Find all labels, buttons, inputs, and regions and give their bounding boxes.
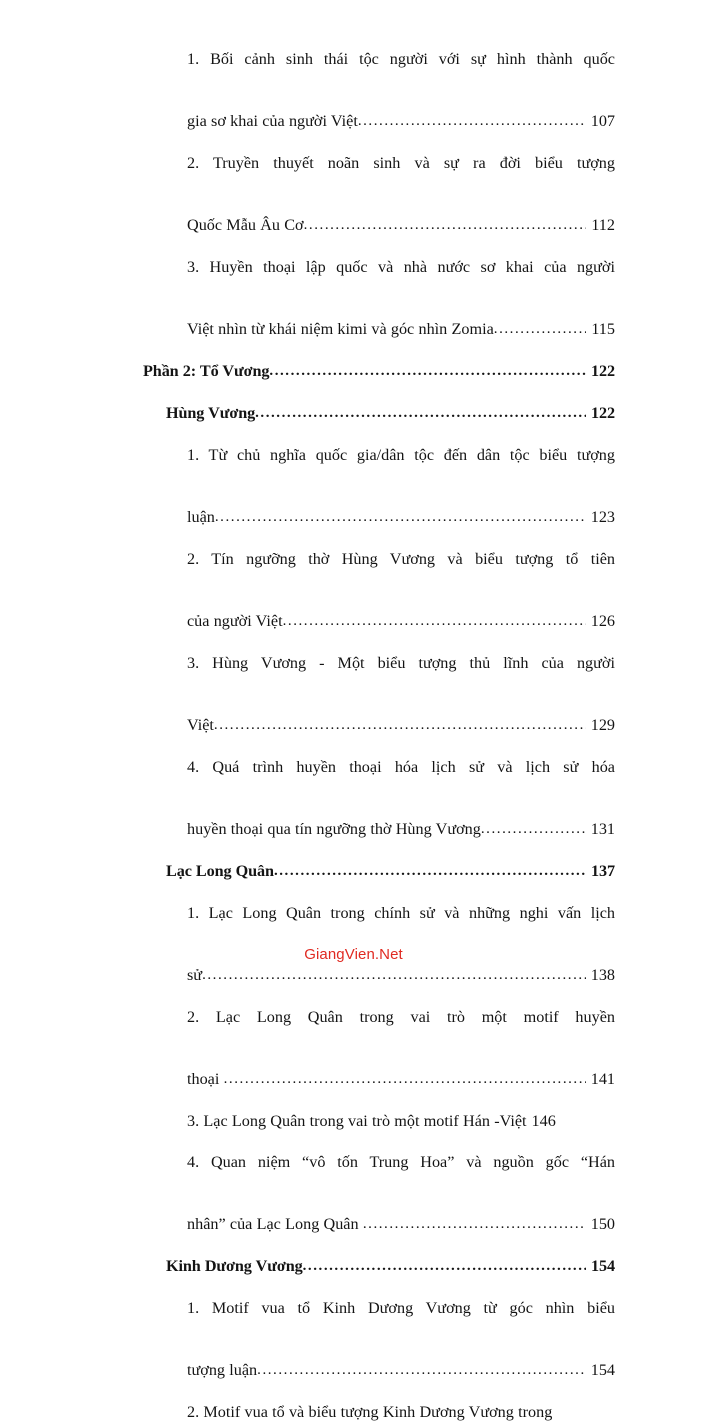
toc-entry[interactable] xyxy=(187,1002,615,1096)
table-of-contents xyxy=(143,44,615,1428)
dot-leader xyxy=(283,606,586,637)
site-watermark: GiangVien.Net xyxy=(304,946,403,963)
toc-page-number: 141 xyxy=(590,1070,615,1088)
toc-page-number: 122 xyxy=(591,404,615,422)
toc-entry-line1: 3. Hùng Vương - Một biểu tượng thủ lĩnh của người xyxy=(187,654,615,672)
dot-leader xyxy=(363,1209,586,1240)
toc-entry-tail xyxy=(187,1209,615,1241)
dot-leader xyxy=(269,356,586,387)
toc-entry-title: Việt nhìn từ khái niệm kimi và góc nhìn Zomia xyxy=(187,320,494,338)
dot-leader xyxy=(481,814,586,845)
toc-entry-tail xyxy=(166,856,615,888)
dot-leader xyxy=(358,106,586,137)
toc-entry[interactable] xyxy=(187,898,615,992)
toc-entry-title: huyền thoại qua tín ngưỡng thờ Hùng Vương xyxy=(187,820,481,838)
dot-leader xyxy=(255,398,586,429)
toc-entry-tail xyxy=(187,502,615,534)
toc-entry[interactable] xyxy=(187,44,615,138)
toc-entry[interactable] xyxy=(166,398,615,430)
toc-entry[interactable] xyxy=(187,544,615,638)
toc-page-number: 138 xyxy=(590,966,615,984)
toc-page-number: 126 xyxy=(590,612,615,630)
toc-entry-line1: 1. Lạc Long Quân trong chính sử và những nghi vấn lịch xyxy=(187,904,615,922)
toc-page-number: 107 xyxy=(590,112,615,130)
toc-page-number: 150 xyxy=(590,1215,615,1233)
toc-entry-title: thoại xyxy=(187,1070,224,1088)
dot-leader xyxy=(202,960,586,991)
dot-leader xyxy=(257,1355,586,1386)
toc-entry-line1: 4. Quan niệm “vô tốn Trung Hoa” và nguồn gốc “Hán xyxy=(187,1153,615,1171)
toc-page-number: 131 xyxy=(590,820,615,838)
toc-entry-tail xyxy=(187,106,615,138)
toc-entry-title: luận xyxy=(187,508,215,526)
toc-entry-tail xyxy=(187,1397,615,1428)
toc-entry-title: Quốc Mẫu Âu Cơ xyxy=(187,216,304,234)
toc-entry-title: 2. Motif vua tổ và biểu tượng Kinh Dương Vương trong xyxy=(187,1403,553,1421)
toc-entry-line1: 2. Truyền thuyết noãn sinh và sự ra đời biểu tượng xyxy=(187,154,615,172)
toc-entry-tail xyxy=(187,814,615,846)
toc-entry-tail xyxy=(187,314,615,346)
toc-entry[interactable] xyxy=(187,440,615,534)
toc-entry[interactable] xyxy=(166,856,615,888)
toc-entry-title: Phần 2: Tổ Vương xyxy=(143,362,270,380)
toc-entry-tail xyxy=(187,710,615,742)
toc-page-number: 123 xyxy=(590,508,615,526)
toc-entry-tail xyxy=(187,210,615,242)
toc-entry-line1: 4. Quá trình huyền thoại hóa lịch sử và lịch sử hóa xyxy=(187,758,615,776)
dot-leader xyxy=(494,314,587,345)
toc-entry-tail xyxy=(166,1251,615,1283)
toc-page-number: 112 xyxy=(591,216,615,234)
toc-entry-tail xyxy=(166,398,615,430)
toc-entry-line1: 2. Lạc Long Quân trong vai trò một motif huyền xyxy=(187,1008,615,1026)
toc-entry-line1: 1. Từ chủ nghĩa quốc gia/dân tộc đến dân tộc biểu tượng xyxy=(187,446,615,464)
toc-entry-title: nhân” của Lạc Long Quân xyxy=(187,1215,363,1233)
toc-entry[interactable] xyxy=(187,648,615,742)
toc-entry-title: Lạc Long Quân xyxy=(166,862,274,880)
toc-page-number: 137 xyxy=(591,862,615,880)
toc-entry[interactable] xyxy=(187,1147,615,1241)
dot-leader xyxy=(214,710,586,741)
toc-entry[interactable] xyxy=(187,1293,615,1387)
toc-entry-title: tượng luận xyxy=(187,1361,258,1379)
toc-entry-title: của người Việt xyxy=(187,612,283,630)
toc-entry[interactable] xyxy=(187,148,615,242)
toc-page-number: 146 xyxy=(531,1112,556,1130)
toc-entry-title: Hùng Vương xyxy=(166,404,256,422)
toc-entry[interactable] xyxy=(187,252,615,346)
toc-page-number: 154 xyxy=(591,1257,615,1275)
toc-entry-line1: 1. Motif vua tổ Kinh Dương Vương từ góc nhìn biểu xyxy=(187,1299,615,1317)
toc-page-number: 115 xyxy=(591,320,615,338)
toc-entry-tail xyxy=(143,356,615,388)
toc-entry-title: 3. Lạc Long Quân trong vai trò một motif Hán -Việt xyxy=(187,1112,527,1130)
dot-leader xyxy=(274,856,586,887)
toc-entry[interactable] xyxy=(187,1397,615,1428)
toc-entry-tail xyxy=(187,1106,615,1137)
toc-entry-line1: 1. Bối cảnh sinh thái tộc người với sự hình thành quốc xyxy=(187,50,615,68)
toc-entry-title: Việt xyxy=(187,716,214,734)
toc-entry-tail xyxy=(187,960,615,992)
toc-entry[interactable] xyxy=(187,1106,615,1137)
dot-leader xyxy=(303,1251,586,1282)
toc-entry-title: sử xyxy=(187,966,203,984)
toc-page-number: 154 xyxy=(590,1361,615,1379)
toc-entry-line1: 2. Tín ngưỡng thờ Hùng Vương và biểu tượng tổ tiên xyxy=(187,550,615,568)
toc-entry-tail xyxy=(187,1064,615,1096)
toc-entry[interactable] xyxy=(187,752,615,846)
toc-page-number: 129 xyxy=(590,716,615,734)
toc-entry-title: Kinh Dương Vương xyxy=(166,1257,303,1275)
dot-leader xyxy=(215,502,586,533)
toc-entry-line1: 3. Huyền thoại lập quốc và nhà nước sơ khai của người xyxy=(187,258,615,276)
toc-page-number: 122 xyxy=(591,362,615,380)
toc-entry-tail xyxy=(187,606,615,638)
dot-leader xyxy=(304,210,587,241)
toc-entry-title: gia sơ khai của người Việt xyxy=(187,112,358,130)
dot-leader xyxy=(224,1064,586,1095)
toc-entry[interactable] xyxy=(143,356,615,388)
toc-entry[interactable] xyxy=(166,1251,615,1283)
toc-entry-tail xyxy=(187,1355,615,1387)
